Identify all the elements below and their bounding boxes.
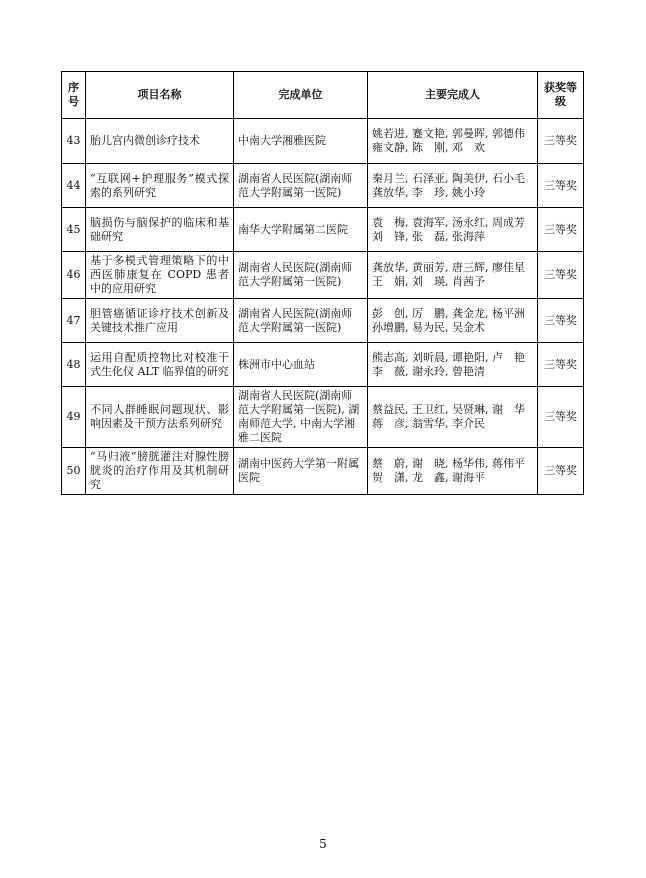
cell-unit: 湖南省人民医院(湖南师范大学附属第一医院) xyxy=(234,252,368,299)
cell-award: 三等奖 xyxy=(538,387,584,448)
cell-no: 47 xyxy=(62,299,86,343)
cell-project: 不同人群睡眠问题现状、影响因素及干预方法系列研究 xyxy=(86,387,234,448)
cell-persons: 龚放华, 黄丽芳, 唐三辉, 廖佳星 王 娟, 刘 瑛, 肖茜予 xyxy=(368,252,538,299)
cell-unit: 湖南省人民医院(湖南师范大学附属第一医院) xyxy=(234,299,368,343)
cell-unit: 湖南中医药大学第一附属医院 xyxy=(234,448,368,495)
cell-award: 三等奖 xyxy=(538,343,584,387)
cell-unit: 株洲市中心血站 xyxy=(234,343,368,387)
table-row xyxy=(62,164,584,208)
table-row xyxy=(62,208,584,252)
cell-award: 三等奖 xyxy=(538,208,584,252)
cell-no: 49 xyxy=(62,387,86,448)
cell-persons: 秦月兰, 石泽亚, 陶美伊, 石小毛 龚放华, 李 珍, 姚小玲 xyxy=(368,164,538,208)
cell-no: 43 xyxy=(62,119,86,164)
cell-no: 48 xyxy=(62,343,86,387)
awards-table xyxy=(61,71,584,495)
cell-project: 胆管癌循证诊疗技术创新及关键技术推广应用 xyxy=(86,299,234,343)
cell-no: 44 xyxy=(62,164,86,208)
cell-unit: 中南大学湘雅医院 xyxy=(234,119,368,164)
cell-no: 45 xyxy=(62,208,86,252)
table-row xyxy=(62,119,584,164)
cell-no: 50 xyxy=(62,448,86,495)
cell-persons: 熊志高, 刘昕晨, 谭艳阳, 卢 艳 李 薇, 谢永玲, 曾艳清 xyxy=(368,343,538,387)
cell-unit: 湖南省人民医院(湖南师范大学附属第一医院), 湖南师范大学, 中南大学湘雅二医院 xyxy=(234,387,368,448)
cell-award: 三等奖 xyxy=(538,299,584,343)
cell-award: 三等奖 xyxy=(538,448,584,495)
cell-award: 三等奖 xyxy=(538,252,584,299)
header-unit: 完成单位 xyxy=(234,72,368,119)
table-row xyxy=(62,299,584,343)
cell-project: 运用自配质控物比对校准干式生化仪 ALT 临界值的研究 xyxy=(86,343,234,387)
cell-persons: 袁 梅, 袁海军, 汤永红, 周成芳 刘 锋, 张 磊, 张海萍 xyxy=(368,208,538,252)
table-row xyxy=(62,343,584,387)
cell-persons: 彭 创, 厉 鹏, 龚金龙, 杨平洲 孙增鹏, 易为民, 吴金术 xyxy=(368,299,538,343)
table-header-row xyxy=(62,72,584,119)
table-row xyxy=(62,448,584,495)
cell-project: 基于多模式管理策略下的中西医肺康复在 COPD 患者中的应用研究 xyxy=(86,252,234,299)
cell-project: 脑损伤与脑保护的临床和基础研究 xyxy=(86,208,234,252)
cell-persons: 蔡 蔚, 谢 晓, 杨华伟, 蒋伟平 贺 潇, 龙 鑫, 谢海平 xyxy=(368,448,538,495)
cell-unit: 湖南省人民医院(湖南师范大学附属第一医院) xyxy=(234,164,368,208)
page-number: 5 xyxy=(319,837,327,851)
table-row xyxy=(62,387,584,448)
cell-persons: 姚若进, 蹇文艳, 郭曼晖, 郭德伟 雍文静, 陈 刚, 邓 欢 xyxy=(368,119,538,164)
cell-award: 三等奖 xyxy=(538,164,584,208)
cell-project: “互联网+护理服务”模式探索的系列研究 xyxy=(86,164,234,208)
cell-project: “马归液”膀胱灌注对腺性膀胱炎的治疗作用及其机制研究 xyxy=(86,448,234,495)
cell-project: 胎儿宫内微创诊疗技术 xyxy=(86,119,234,164)
cell-persons: 蔡益民, 王卫红, 吴贤琳, 谢 华 蒋 彦, 翁雪华, 李介民 xyxy=(368,387,538,448)
table-row xyxy=(62,252,584,299)
cell-award: 三等奖 xyxy=(538,119,584,164)
header-no: 序号 xyxy=(62,72,86,119)
cell-unit: 南华大学附属第二医院 xyxy=(234,208,368,252)
header-project: 项目名称 xyxy=(86,72,234,119)
cell-no: 46 xyxy=(62,252,86,299)
header-award: 获奖等级 xyxy=(538,72,584,119)
header-persons: 主要完成人 xyxy=(368,72,538,119)
